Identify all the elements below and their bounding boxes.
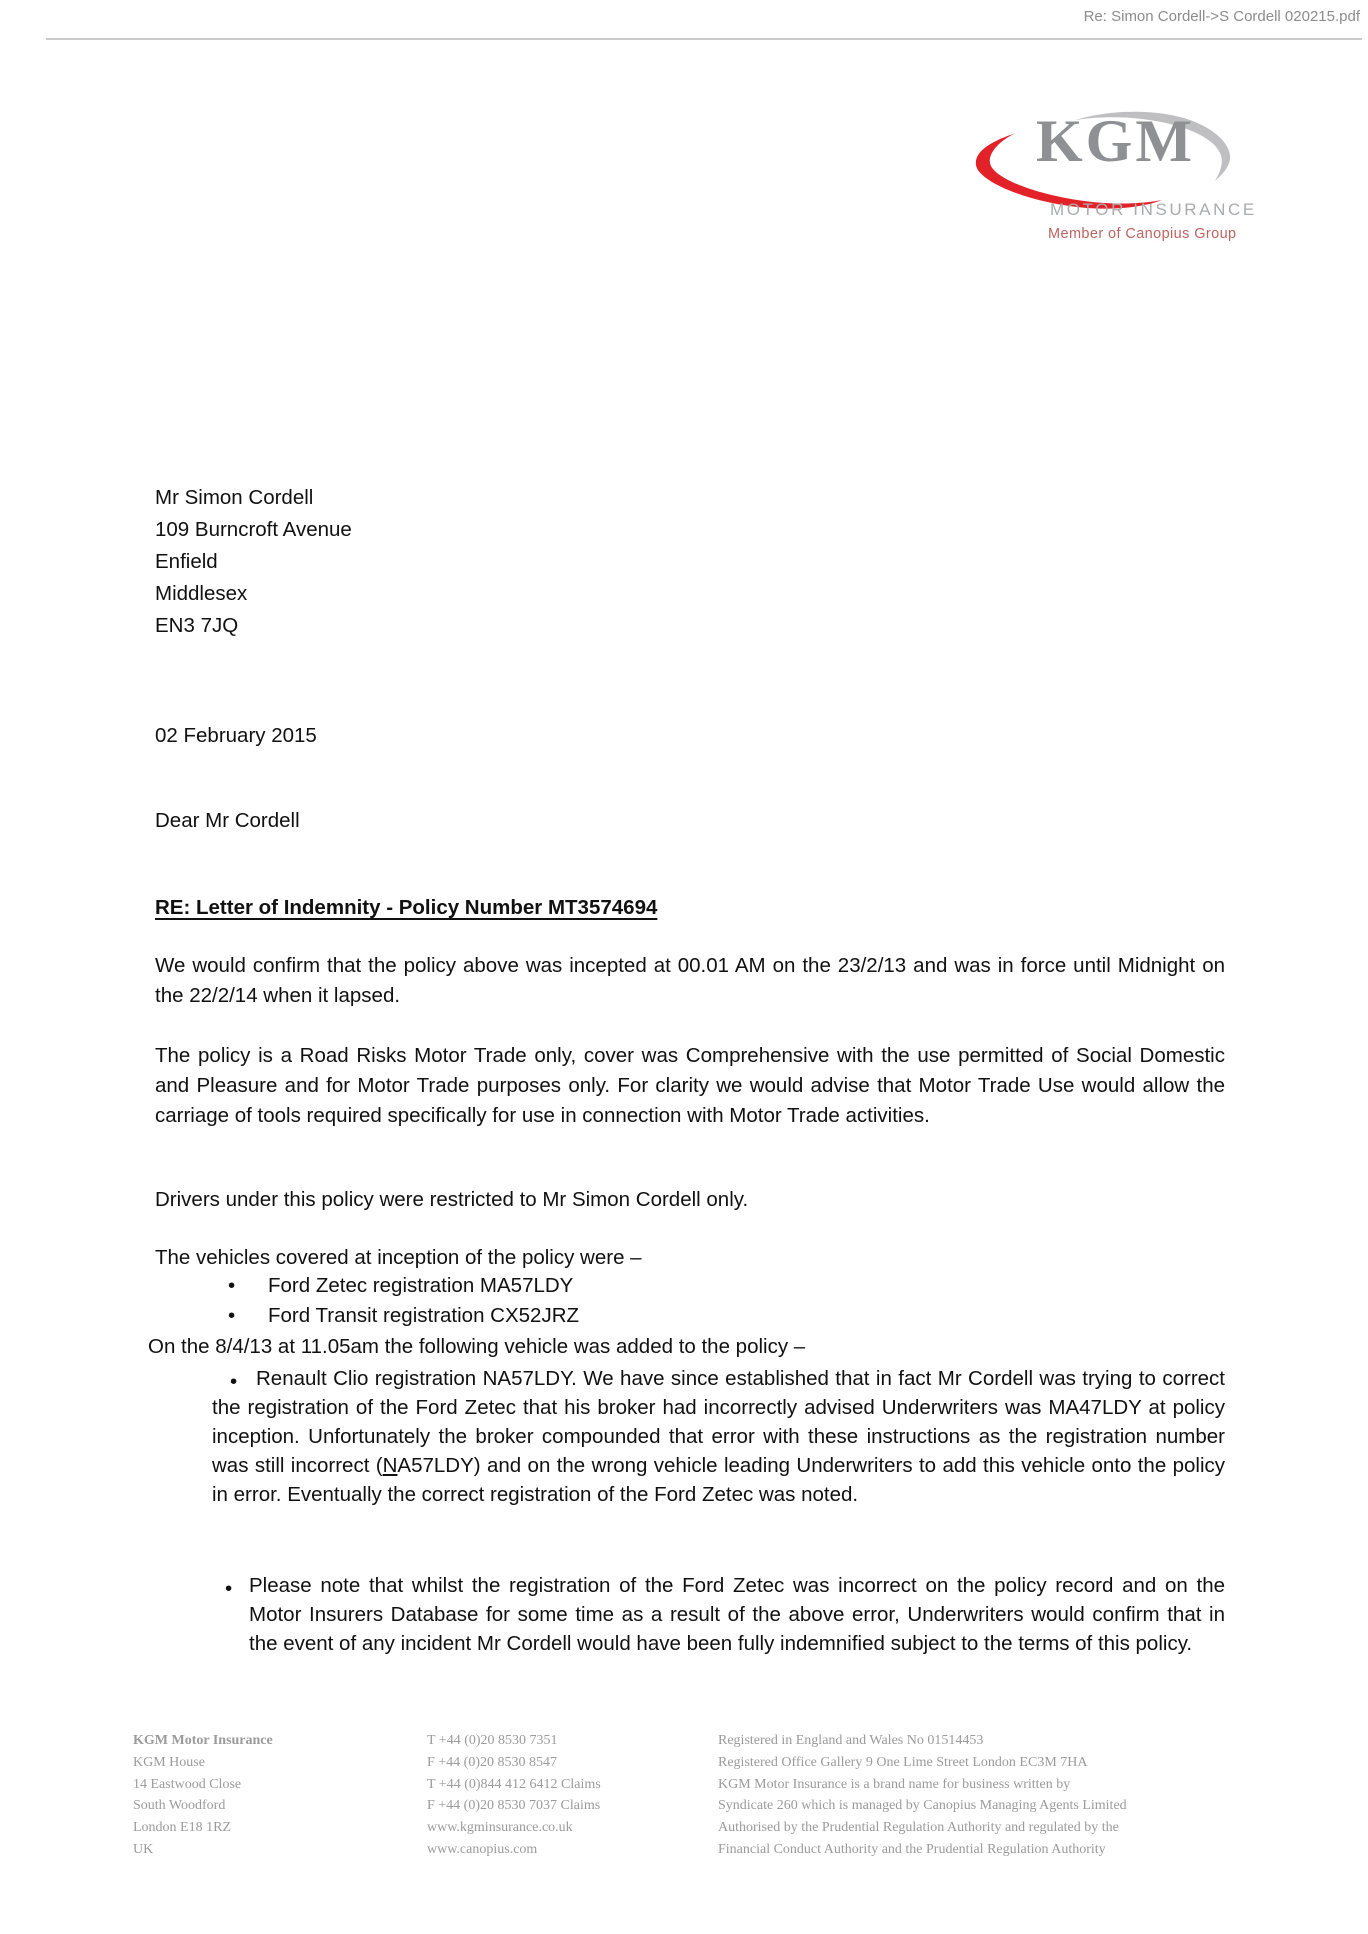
footer-company-name: KGM Motor Insurance: [133, 1733, 273, 1748]
footer-website-canopius: www.canopius.com: [427, 1841, 538, 1857]
recipient-name: Mr Simon Cordell: [155, 486, 314, 509]
header-divider: [46, 38, 1362, 40]
recipient-street: 109 Burncroft Avenue: [155, 518, 352, 541]
list-item: [228, 1271, 579, 1301]
vehicle-bullet-list: [228, 1271, 580, 1331]
salutation: Dear Mr Cordell: [155, 809, 300, 832]
footer-legal-line: Registered Office Gallery 9 One Lime Street London EC3M 7HA: [718, 1754, 1088, 1770]
recipient-town: Enfield: [155, 550, 218, 573]
note-text: Please note that whilst the registration of the Ford Zetec was incorrect on the policy record and on the Motor Insurers Database for some time as a result of the above error, Underwriters would confirm that in the event of any incident Mr Cordell would have been fully indemnified subject to the terms of this policy.: [249, 1574, 1225, 1655]
footer-legal: [718, 1730, 1328, 1861]
vehicle-bullet-zetec: Ford Zetec registration MA57LDY: [268, 1274, 574, 1297]
footer-company-line: UK: [133, 1841, 154, 1857]
recipient-postcode: EN3 7JQ: [155, 614, 239, 637]
footer-contact: [427, 1730, 712, 1861]
paragraph-drivers: Drivers under this policy were restricted to Mr Simon Cordell only.: [155, 1188, 749, 1211]
footer-company-line: 14 Eastwood Close: [133, 1776, 242, 1792]
footer-fax: F +44 (0)20 8530 8547: [427, 1754, 558, 1770]
footer-company-line: KGM House: [133, 1754, 205, 1770]
logo-membership: Member of Canopius Group: [1048, 226, 1237, 242]
footer-website-kgm: www.kgminsurance.co.uk: [427, 1820, 573, 1836]
logo-tagline: MOTOR INSURANCE: [1050, 200, 1257, 219]
bullet-icon: •: [228, 1274, 236, 1297]
footer-legal-line: Syndicate 260 which is managed by Canopius Managing Agents Limited: [718, 1798, 1127, 1814]
logo-brand-text: KGM: [1036, 108, 1195, 174]
recipient-address: [155, 482, 352, 642]
list-item: [228, 1301, 580, 1331]
paragraph-vehicles-intro: The vehicles covered at inception of the policy were –: [155, 1246, 642, 1269]
paragraph-inception: We would confirm that the policy above was incepted at 00.01 AM on the 23/2/13 and was in force until Midnight on the 22/2/14 when it lapsed.: [155, 954, 1225, 1007]
note-bullet-paragraph: [225, 1571, 1225, 1658]
footer-phone: T +44 (0)20 8530 7351: [427, 1733, 558, 1748]
renault-text-part1: Renault Clio registration NA57LDY. We have since established that in fact Mr Cordell was trying to correct the registration of the Ford Zetec that his broker had incorrectly advised Underwriters was MA47LDY at policy inception. Unfortunately the broker compounded that error with these instructions as the registration number was still incorrect (: [212, 1367, 1225, 1477]
renault-underlined-char: N: [382, 1454, 398, 1477]
renault-text-part2: A57LDY) and on the wrong vehicle leading Underwriters to add this vehicle onto the policy in error. Eventually the correct registration of the Ford Zetec was noted.: [212, 1454, 1226, 1506]
paragraph-vehicle-added: On the 8/4/13 at 11.05am the following vehicle was added to the policy –: [148, 1335, 806, 1358]
kgm-logo: [972, 95, 1257, 247]
vehicle-bullet-transit: Ford Transit registration CX52JRZ: [268, 1304, 580, 1327]
footer-legal-line: KGM Motor Insurance is a brand name for business written by: [718, 1776, 1071, 1792]
document-title: Re: Simon Cordell->S Cordell 020215.pdf: [1083, 8, 1360, 25]
footer-company-line: South Woodford: [133, 1798, 226, 1814]
footer-claims-fax: F +44 (0)20 8530 7037 Claims: [427, 1798, 601, 1814]
bullet-icon: •: [225, 1577, 233, 1600]
footer-company-address: [133, 1730, 413, 1861]
footer-company-line: London E18 1RZ: [133, 1820, 231, 1836]
footer-legal-line: Registered in England and Wales No 01514453: [718, 1733, 984, 1748]
letter-date: 02 February 2015: [155, 724, 317, 747]
subject-line: RE: Letter of Indemnity - Policy Number MT3574694: [155, 896, 658, 919]
footer-legal-line: Financial Conduct Authority and the Prudential Regulation Authority: [718, 1841, 1106, 1857]
footer-claims-phone: T +44 (0)844 412 6412 Claims: [427, 1776, 601, 1792]
bullet-icon: •: [228, 1304, 236, 1327]
bullet-icon: •: [230, 1370, 238, 1393]
paragraph-policy-cover: The policy is a Road Risks Motor Trade only, cover was Comprehensive with the use permitted of Social Domestic and Pleasure and for Motor Trade purposes only. For clarity we would advise that Motor Trade Use would allow the carriage of tools required specifically for use in connection with Motor Trade activities.: [155, 1044, 1225, 1127]
recipient-county: Middlesex: [155, 582, 248, 605]
renault-bullet-paragraph: [212, 1364, 1225, 1509]
footer-legal-line: Authorised by the Prudential Regulation Authority and regulated by the: [718, 1820, 1119, 1836]
